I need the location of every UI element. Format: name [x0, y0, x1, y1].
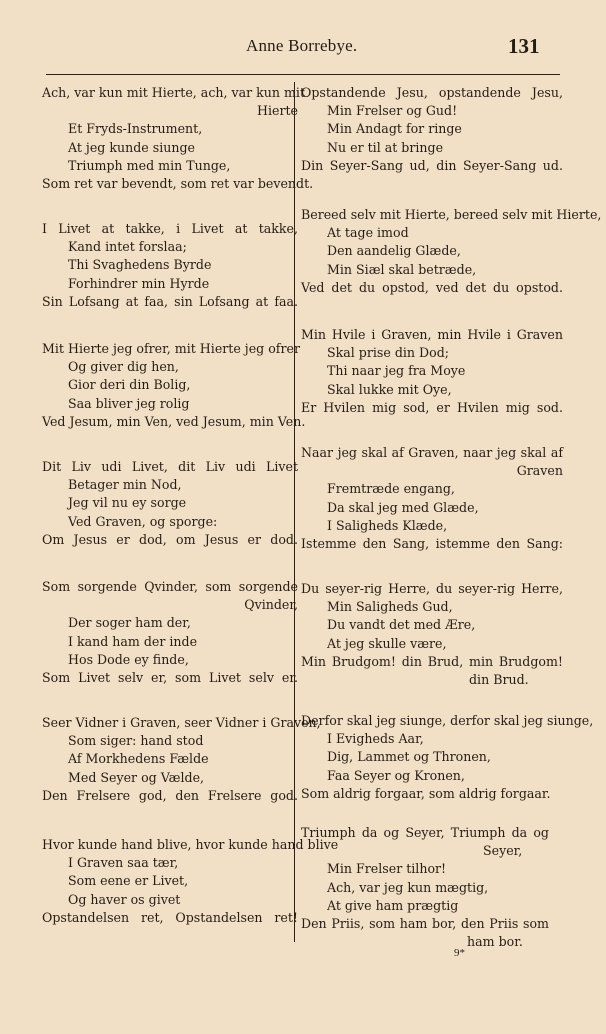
verse-line: Triumph da og Seyer, Triumph da og — [301, 825, 549, 840]
verse-line: Hvor kunde hand blive, hvor kunde hand blive — [42, 837, 339, 852]
verse-line: Thi naar jeg fra Moye — [327, 363, 466, 379]
verse-line: Seer Vidner i Graven, seer Vidner i Graven, — [42, 715, 321, 730]
stanza — [42, 458, 298, 549]
verse-line: Skal lukke mit Oye, — [327, 381, 452, 397]
stanza — [42, 836, 339, 927]
verse-line: Forhindrer min Hyrde — [68, 275, 210, 291]
header-rule — [46, 74, 560, 75]
verse-line: Mit Hierte jeg ofrer, mit Hierte jeg ofrer — [42, 341, 300, 356]
stanza — [301, 326, 563, 417]
verse-line: Du seyer-rig Herre, du seyer-rig Herre, — [301, 581, 563, 596]
verse-line: Ach, var kun mit Hierte, ach, var kun mit — [42, 85, 306, 100]
verse-line: At tage imod — [327, 225, 409, 241]
verse-line: I Evigheds Aar, — [327, 731, 424, 747]
stanza — [301, 580, 563, 689]
verse-line: Saa bliver jeg rolig — [68, 395, 190, 411]
verse-line: At give ham prægtig — [327, 897, 459, 913]
verse-line: Opstandende Jesu, opstandende Jesu, — [301, 85, 563, 100]
verse-line: Istemme den Sang, istemme den Sang: — [301, 535, 563, 551]
page-number: 131 — [508, 34, 540, 58]
verse-line: Seyer, — [483, 843, 523, 859]
verse-line: Om Jesus er dod, om Jesus er dod. — [42, 531, 298, 547]
verse-line: Skal prise din Dod; — [327, 345, 450, 361]
verse-line: Nu er til at bringe — [327, 139, 444, 155]
verse-line: Min Siæl skal betræde, — [327, 261, 477, 277]
verse-line: Af Morkhedens Fælde — [68, 751, 209, 767]
stanza — [42, 340, 306, 431]
stanza — [42, 220, 298, 311]
verse-line: Min Andagt for ringe — [327, 121, 462, 137]
verse-line: Ved det du opstod, ved det du opstod. — [301, 279, 563, 295]
verse-line: Ach, var jeg kun mægtig, — [327, 879, 489, 895]
verse-line: Der soger ham der, — [68, 615, 191, 631]
verse-line: At jeg skulle være, — [327, 635, 447, 651]
verse-line: Ved Jesum, min Ven, ved Jesum, min Ven. — [42, 413, 306, 429]
verse-line: Et Fryds-Instrument, — [68, 121, 203, 137]
stanza — [301, 444, 563, 553]
verse-line: Min Frelser og Gud! — [327, 103, 458, 119]
running-header — [0, 34, 606, 62]
verse-line: Den aandelig Glæde, — [327, 243, 461, 259]
verse-line: Hierte — [257, 103, 298, 119]
verse-line: Graven — [516, 463, 563, 479]
stanza — [301, 712, 594, 803]
running-title: Anne Borrebye. — [246, 36, 358, 55]
verse-line: Som siger: hand stod — [68, 733, 204, 749]
verse-line: Som aldrig forgaar, som aldrig forgaar. — [301, 785, 551, 801]
verse-line: Du vandt det med Ære, — [327, 617, 476, 633]
verse-line: Min Frelser tilhor! — [327, 861, 447, 877]
verse-line: Min Hvile i Graven, min Hvile i Graven — [301, 327, 563, 342]
verse-line: Og giver dig hen, — [68, 359, 179, 375]
verse-line: Ved Graven, og sporge: — [68, 513, 218, 529]
verse-line: Faa Seyer og Kronen, — [327, 767, 465, 783]
verse-line: Min Brudgom! din Brud, min Brudgom! — [301, 653, 563, 669]
verse-line: Triumph med min Tunge, — [68, 157, 231, 173]
verse-line: Og haver os givet — [68, 891, 181, 907]
stanza — [301, 206, 602, 297]
stanza — [42, 714, 321, 805]
verse-line: Betager min Nod, — [68, 477, 182, 493]
verse-line: Er Hvilen mig sod, er Hvilen mig sod. — [301, 399, 563, 415]
verse-line: Som sorgende Qvinder, som sorgende — [42, 579, 298, 594]
verse-line: Som Livet selv er, som Livet selv er. — [42, 669, 298, 685]
verse-line: Gior deri din Bolig, — [68, 377, 191, 393]
verse-line: Som ret var bevendt, som ret var bevendt. — [42, 175, 314, 191]
verse-line: Da skal jeg med Glæde, — [327, 499, 479, 515]
verse-line: I Livet at takke, i Livet at takke, — [42, 221, 298, 236]
signature-mark: 9* — [454, 947, 465, 959]
verse-line: Den Priis, som ham bor, den Priis som — [301, 915, 549, 931]
verse-line: Som eene er Livet, — [68, 873, 189, 889]
verse-line: Opstandelsen ret, Opstandelsen ret! — [42, 909, 298, 925]
verse-line: At jeg kunde siunge — [68, 139, 195, 155]
stanza — [301, 824, 563, 951]
stanza — [301, 84, 563, 175]
verse-line: Derfor skal jeg siunge, derfor skal jeg siunge, — [301, 713, 594, 728]
verse-line: Med Seyer og Vælde, — [68, 769, 205, 785]
verse-line: din Brud. — [469, 671, 529, 687]
verse-line: I Graven saa tær, — [68, 855, 179, 871]
verse-line: Hos Dode ey finde, — [68, 651, 189, 667]
verse-line: Dit Liv udi Livet, dit Liv udi Livet — [42, 459, 298, 474]
verse-line: Din Seyer-Sang ud, din Seyer-Sang ud. — [301, 157, 563, 173]
verse-line: Fremtræde engang, — [327, 481, 455, 497]
verse-line: Min Saligheds Gud, — [327, 599, 453, 615]
verse-line: Qvinder, — [244, 597, 298, 613]
stanza — [42, 578, 298, 687]
verse-line: Thi Svaghedens Byrde — [68, 257, 212, 273]
verse-line: Kand intet forslaa; — [68, 239, 187, 255]
verse-line: Den Frelsere god, den Frelsere god. — [42, 787, 298, 803]
verse-line: I Saligheds Klæde, — [327, 517, 448, 533]
verse-line: Bereed selv mit Hierte, bereed selv mit Hierte, — [301, 207, 602, 222]
verse-line: Sin Lofsang at faa, sin Lofsang at faa. — [42, 293, 298, 309]
verse-line: Naar jeg skal af Graven, naar jeg skal af — [301, 445, 563, 460]
verse-line: Jeg vil nu ey sorge — [68, 495, 187, 511]
verse-line: ham bor. — [467, 934, 523, 950]
stanza — [42, 84, 314, 193]
verse-line: Dig, Lammet og Thronen, — [327, 749, 491, 765]
verse-line: I kand ham der inde — [68, 633, 198, 649]
